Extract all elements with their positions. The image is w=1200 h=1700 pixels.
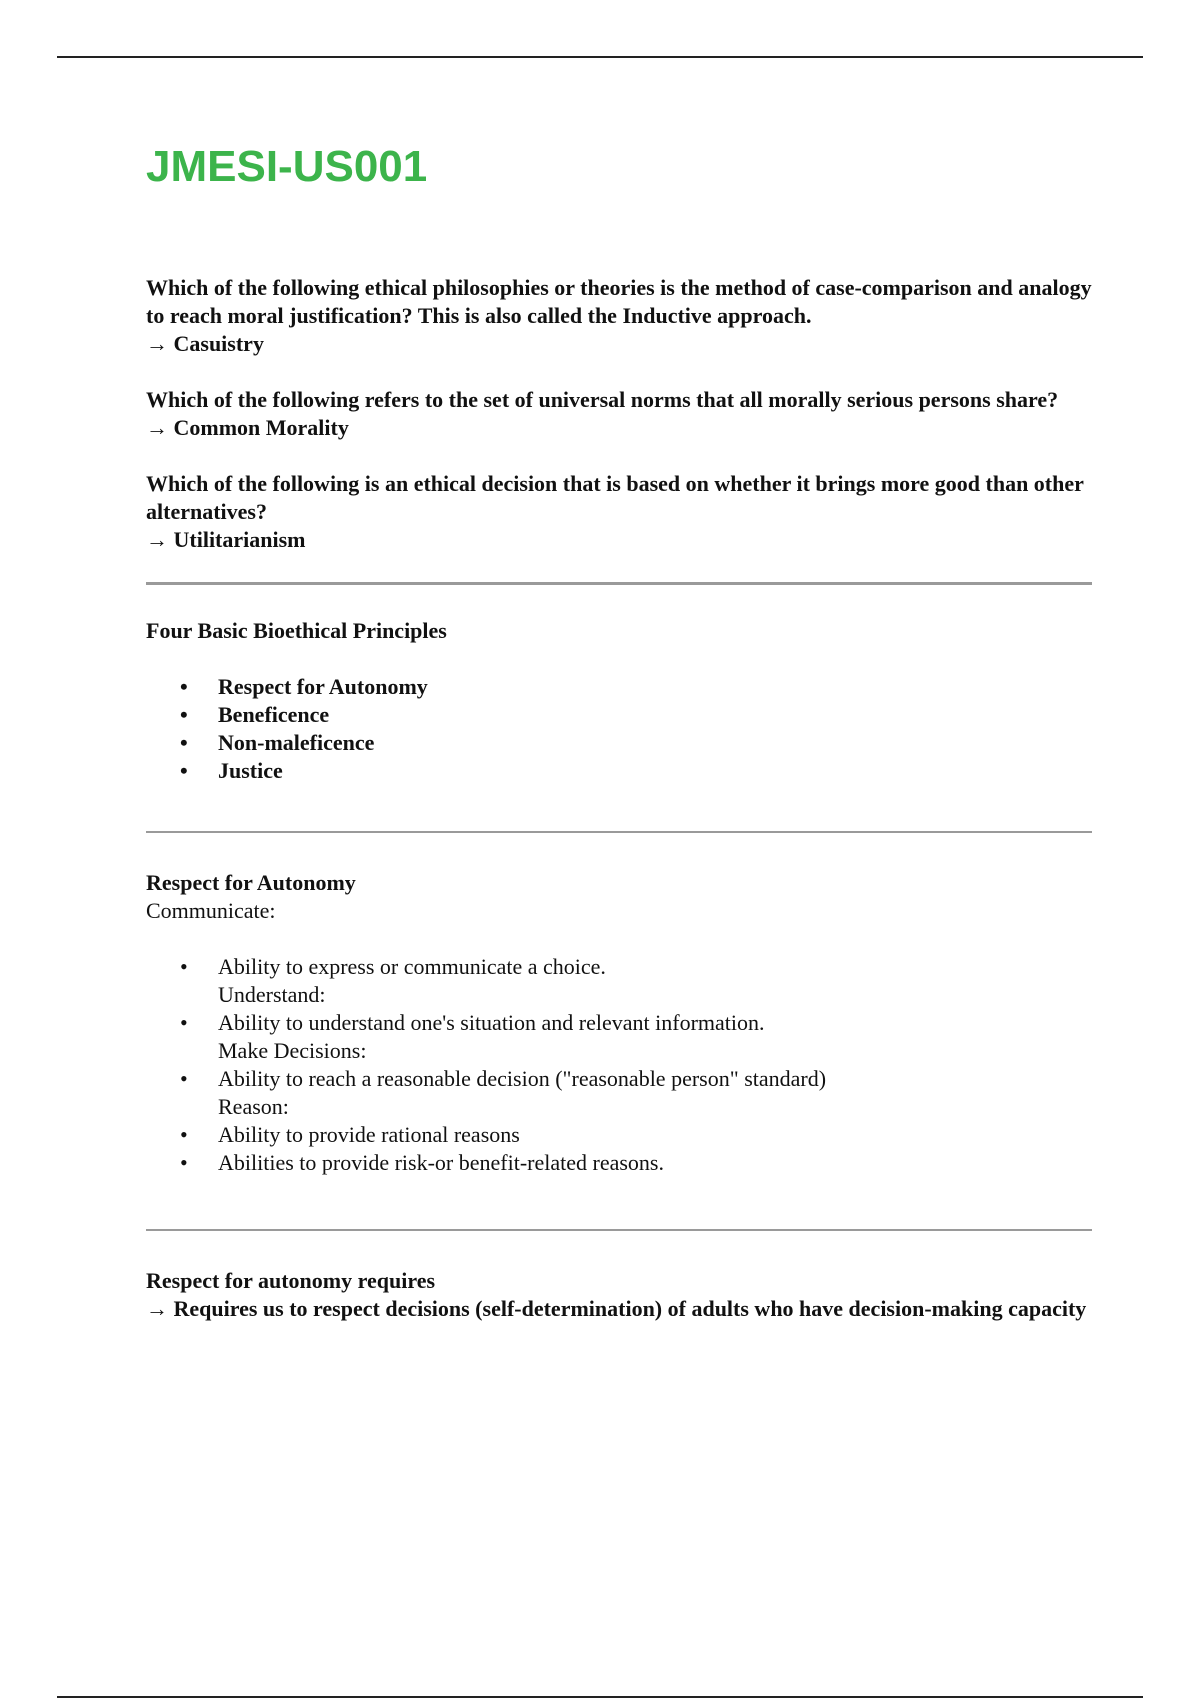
list-item — [146, 673, 1092, 701]
ability-sublabel: Reason: — [218, 1094, 289, 1119]
ability-text: Ability to provide rational reasons — [218, 1122, 520, 1147]
principle-label: Justice — [218, 758, 283, 783]
bullet-icon: • — [180, 1010, 188, 1035]
list-item — [146, 757, 1092, 785]
requires-answer: → Requires us to respect decisions (self-determination) of adults who have decision-making capacity — [146, 1296, 1087, 1321]
question-text: Which of the following refers to the set of universal norms that all morally serious persons share? — [146, 387, 1059, 412]
document-title: JMESI-US001 — [146, 142, 428, 191]
bullet-icon: • — [180, 674, 188, 699]
bullet-icon: • — [180, 954, 188, 979]
bullet-icon: • — [180, 730, 188, 755]
question-item — [146, 274, 1092, 358]
list-item — [146, 1009, 1092, 1065]
principle-label: Respect for Autonomy — [218, 674, 428, 699]
ability-sublabel: Make Decisions: — [218, 1038, 367, 1063]
answer-text: → Utilitarianism — [146, 527, 306, 552]
requires-section — [146, 1231, 1092, 1323]
bullet-icon: • — [180, 702, 188, 727]
document-body — [146, 140, 1092, 1323]
question-item — [146, 386, 1092, 442]
principles-heading: Four Basic Bioethical Principles — [146, 618, 447, 643]
ability-text: Ability to understand one's situation and relevant information. — [218, 1010, 765, 1035]
ability-text: Abilities to provide risk-or benefit-related reasons. — [218, 1150, 664, 1175]
principles-list — [146, 673, 1092, 785]
list-item — [146, 1121, 1092, 1149]
page-bottom-rule — [57, 1696, 1143, 1698]
requires-heading: Respect for autonomy requires — [146, 1268, 436, 1293]
principles-section — [146, 585, 1092, 831]
autonomy-list — [146, 953, 1092, 1177]
ability-text: Ability to reach a reasonable decision ("reasonable person" standard) — [218, 1066, 827, 1091]
bullet-icon: • — [180, 1066, 188, 1091]
ability-text: Ability to express or communicate a choice. — [218, 954, 606, 979]
bullet-icon: • — [180, 1150, 188, 1175]
answer-text: → Common Morality — [146, 415, 349, 440]
bullet-icon: • — [180, 1122, 188, 1147]
list-item — [146, 1065, 1092, 1121]
bullet-icon: • — [180, 758, 188, 783]
autonomy-intro: Communicate: — [146, 898, 276, 923]
list-item — [146, 1149, 1092, 1177]
answer-text: → Casuistry — [146, 331, 264, 356]
question-text: Which of the following is an ethical decision that is based on whether it brings more good than other alternatives? — [146, 471, 1084, 524]
principle-label: Non-maleficence — [218, 730, 375, 755]
autonomy-heading: Respect for Autonomy — [146, 870, 356, 895]
question-text: Which of the following ethical philosophies or theories is the method of case-comparison and analogy to reach moral justification? This is also called the Inductive approach. — [146, 275, 1092, 328]
list-item — [146, 953, 1092, 1009]
principle-label: Beneficence — [218, 702, 330, 727]
list-item — [146, 729, 1092, 757]
question-list — [146, 274, 1092, 554]
ability-sublabel: Understand: — [218, 982, 326, 1007]
page-top-rule — [57, 56, 1143, 58]
question-item — [146, 470, 1092, 554]
autonomy-section — [146, 833, 1092, 1229]
list-item — [146, 701, 1092, 729]
